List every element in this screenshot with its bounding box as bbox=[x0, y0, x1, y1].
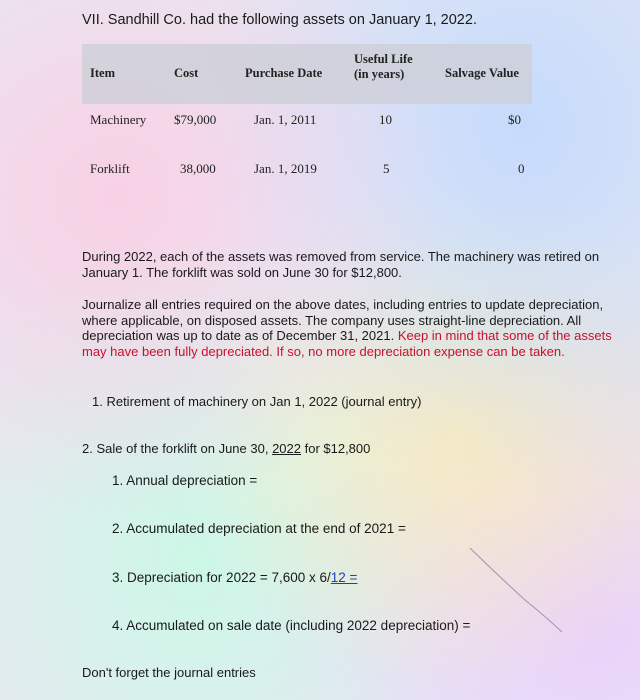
row2-item: Forklift bbox=[90, 161, 130, 176]
question-2 bbox=[82, 441, 370, 456]
subquestion-accumulated-sale-date: 4. Accumulated on sale date (including 2022 depreciation) = bbox=[112, 618, 471, 633]
instructions-paragraph bbox=[82, 297, 612, 359]
subquestion-depreciation-2022 bbox=[112, 570, 357, 585]
table-header-row bbox=[82, 44, 532, 104]
row2-purchase-date: Jan. 1, 2019 bbox=[254, 161, 317, 176]
instructions-text: Journalize all entries required on the above dates, including entries to update depreciation, where applicable, on disposed assets. The company uses straight-line depreciation. All depreciation was up to date as of December 31, 2021. bbox=[82, 297, 604, 343]
subquestion-accumulated-2021: 2. Accumulated depreciation at the end of 2021 = bbox=[112, 521, 406, 536]
journal-entries-reminder: Don't forget the journal entries bbox=[82, 665, 256, 680]
row1-cost: $79,000 bbox=[174, 112, 217, 127]
header-cost: Cost bbox=[174, 66, 199, 80]
header-salvage-value: Salvage Value bbox=[445, 66, 519, 80]
row1-item: Machinery bbox=[90, 112, 147, 127]
header-purchase-date: Purchase Date bbox=[245, 66, 323, 80]
subquestion-annual-depreciation: 1. Annual depreciation = bbox=[112, 473, 258, 488]
depreciation-2022-formula: 3. Depreciation for 2022 = 7,600 x 6/ bbox=[112, 570, 331, 585]
header-item: Item bbox=[90, 66, 115, 80]
header-useful-life-line2: (in years) bbox=[354, 67, 405, 81]
header-useful-life-line1: Useful Life bbox=[354, 52, 413, 66]
fully-depreciated-note: Keep in mind that some of the assets may have been fully depreciated. If so, no more depreciation expense can be taken. bbox=[82, 328, 612, 359]
row1-purchase-date: Jan. 1, 2011 bbox=[254, 112, 317, 127]
row2-cost: 38,000 bbox=[180, 161, 216, 176]
diagonal-pen-stroke bbox=[470, 548, 562, 632]
row1-salvage-value: $0 bbox=[508, 112, 521, 127]
question-2-year: 2022 bbox=[272, 441, 301, 456]
question-2-suffix: for $12,800 bbox=[300, 441, 371, 456]
row2-useful-life: 5 bbox=[383, 161, 390, 176]
assets-table bbox=[82, 44, 532, 194]
row2-salvage-value: 0 bbox=[518, 161, 525, 176]
question-2-prefix: 2. Sale of the forklift on June 30, bbox=[82, 441, 273, 456]
assignment-title: VII. Sandhill Co. had the following assets on January 1, 2022. bbox=[82, 12, 477, 28]
scenario-paragraph: During 2022, each of the assets was removed from service. The machinery was retired on January 1. The forklift was sold on June 30 for $12,800. bbox=[82, 249, 600, 280]
handwritten-denominator: 12 = bbox=[330, 570, 358, 585]
question-1: 1. Retirement of machinery on Jan 1, 2022 (journal entry) bbox=[92, 394, 422, 409]
row1-useful-life: 10 bbox=[379, 112, 392, 127]
